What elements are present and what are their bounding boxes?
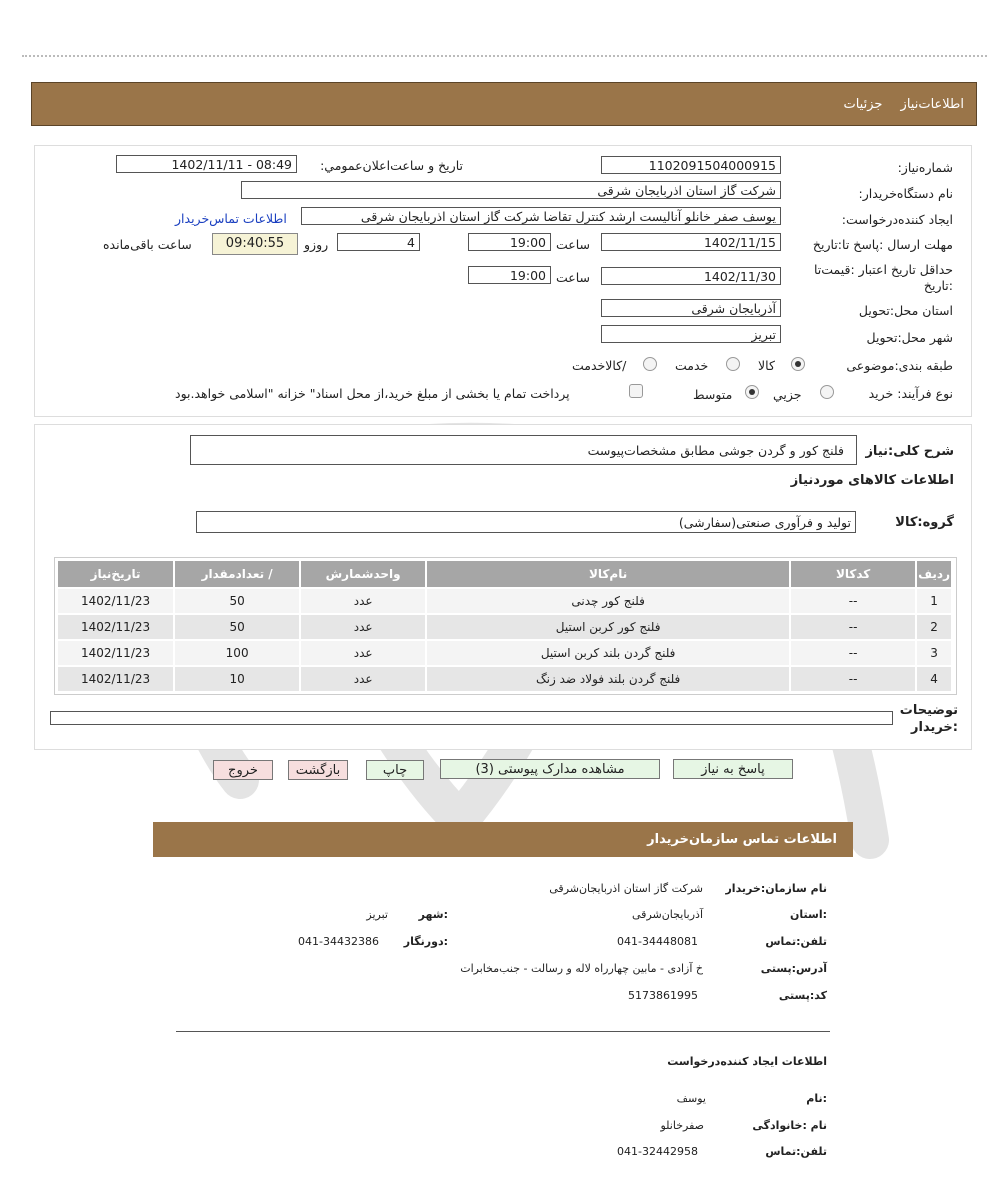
- contact-fax-label: :دورنگار: [403, 935, 448, 948]
- category-label: طبقه بندی:موضوعی: [846, 358, 953, 373]
- goods-group-label: گروه:کالا: [895, 515, 954, 530]
- buyer-contact-link[interactable]: اطلاعات تماس‌خریدار: [175, 211, 287, 226]
- goods-info-title: اطلاعات کالاهای مورد‌نیاز: [790, 473, 954, 488]
- contact-section-header: [153, 822, 853, 857]
- tab-need-info[interactable]: اطلاعات‌نیاز: [900, 97, 964, 112]
- deadline-date-field: 1402/11/15: [601, 233, 781, 251]
- need-number-label: شماره‌نیاز:: [897, 160, 953, 175]
- process-medium-label: متوسط: [693, 387, 733, 402]
- org-name-label: نام سازمان:خریدار: [725, 882, 827, 895]
- remaining-time-field: 09:40:55: [212, 233, 298, 255]
- need-number-field: 1102091504000915: [601, 156, 781, 174]
- category-goods-label: کالا: [758, 358, 775, 373]
- top-dotted-divider: [22, 55, 987, 57]
- contact-city-value: تبریز: [366, 908, 388, 921]
- view-attachments-button[interactable]: مشاهده مدارک پیوستی (3): [440, 759, 660, 779]
- creator-name-label: :نام: [806, 1092, 827, 1105]
- contact-address-label: آدرس:پستی: [760, 962, 827, 975]
- contact-postal-label: کد:پستی: [778, 989, 827, 1002]
- remaining-time-label: ساعت باقی‌مانده: [103, 237, 192, 252]
- announce-date-field: 1402/11/11 - 08:49: [116, 155, 297, 173]
- buyer-org-field: شرکت گاز استان اذربایجان شرقی: [241, 181, 781, 199]
- deadline-label: مهلت ارسال :پاسخ تا:تاریخ: [812, 237, 953, 252]
- buyer-notes-label-2: :خریدار: [911, 720, 958, 735]
- deadline-time-field: 19:00: [468, 233, 551, 251]
- print-button[interactable]: چاپ: [366, 760, 424, 780]
- table-row: 1 -- فلنج کور چدنی عدد 50 1402/11/23: [58, 589, 951, 613]
- remaining-days-field: 4: [337, 233, 420, 251]
- org-name-value: شرکت گاز استان اذربایجان‌شرقی: [549, 882, 703, 895]
- col-qty: / تعدادمقدار: [175, 561, 299, 587]
- buyer-notes-label: توضیحات: [899, 703, 958, 718]
- creator-name-value: یوسف: [676, 1092, 706, 1105]
- contact-phone-value: 041-34448081: [617, 935, 698, 948]
- reply-button[interactable]: پاسخ به نیاز: [673, 759, 793, 779]
- treasury-payment-note: پرداخت تمام یا بخشی از مبلغ خرید،از محل اسناد" خزانه "اسلامی خواهد.بود: [175, 386, 570, 401]
- category-service-label: خدمت: [675, 358, 709, 373]
- process-type-label: نوع فرآیند: خرید: [868, 386, 953, 401]
- announce-date-label: تاریخ و ساعت‌اعلان‌عمومي:: [320, 158, 463, 173]
- days-label: روزو: [304, 237, 329, 252]
- col-code: کدکالا: [791, 561, 915, 587]
- table-row: 2 -- فلنج کور کربن استیل عدد 50 1402/11/23: [58, 615, 951, 639]
- delivery-city-label: شهر محل:تحویل: [866, 330, 953, 345]
- creator-label: ایجاد کننده‌درخواست:: [841, 212, 953, 227]
- treasury-payment-checkbox[interactable]: [629, 384, 643, 398]
- goods-table: [56, 559, 953, 693]
- process-medium-radio[interactable]: [745, 385, 759, 399]
- creator-section-title: اطلاعات ایجاد کننده‌درخواست: [667, 1055, 827, 1068]
- validity-time-field: 19:00: [468, 266, 551, 284]
- category-service-radio[interactable]: [726, 357, 740, 371]
- table-row: 4 -- فلنج گردن بلند فولاد ضد زنگ عدد 10 1402/11/23: [58, 667, 951, 691]
- contact-fax-value: 041-34432386: [298, 935, 379, 948]
- creator-phone-label: تلفن:تماس: [765, 1145, 827, 1158]
- creator-family-label: نام :خانوادگی: [752, 1119, 827, 1132]
- tab-details[interactable]: جزئیات: [843, 97, 883, 112]
- delivery-province-field: آذربایجان شرقی: [601, 299, 781, 317]
- exit-button[interactable]: خروج: [213, 760, 273, 780]
- contact-address-value: خ آزادی - مابین چهارراه لاله و رسالت - جنب‌مخابرات: [460, 962, 703, 975]
- contact-section-title: اطلاعات تماس سازمان‌خریدار: [647, 832, 837, 847]
- buyer-notes-field: [50, 711, 893, 725]
- creator-field: یوسف صفر خانلو آنالیست ارشد کنترل تقاضا شرکت گاز استان اذربایجان شرقی: [301, 207, 781, 225]
- contact-city-label: :شهر: [418, 908, 448, 921]
- col-name: نام‌کالا: [427, 561, 789, 587]
- contact-phone-label: تلفن:تماس: [765, 935, 827, 948]
- creator-family-value: صفرخانلو: [660, 1119, 704, 1132]
- creator-phone-value: 041-32442958: [617, 1145, 698, 1158]
- validity-label: حداقل تاریخ اعتبار :قیمت‌تا: [813, 262, 953, 277]
- col-unit: واحدشمارش: [301, 561, 425, 587]
- back-button[interactable]: بازگشت: [288, 760, 348, 780]
- category-goods-service-label: /کالاخدمت: [572, 358, 627, 373]
- need-summary-field: فلنج کور و گردن جوشی مطابق مشخصات‌پیوست: [190, 435, 857, 465]
- goods-group-field: تولید و فرآوری صنعتی(سفارشی): [196, 511, 856, 533]
- process-partial-radio[interactable]: [820, 385, 834, 399]
- delivery-city-field: تبریز: [601, 325, 781, 343]
- contact-postal-value: 5173861995: [628, 989, 698, 1002]
- page-header: [31, 82, 977, 126]
- contact-province-label: :استان: [790, 908, 827, 921]
- category-goods-service-radio[interactable]: [643, 357, 657, 371]
- col-row: ردیف: [917, 561, 951, 587]
- need-summary-label: شرح کلی:نیاز: [865, 444, 954, 459]
- col-date: تاریخ‌نیاز: [58, 561, 173, 587]
- validity-date-field: 1402/11/30: [601, 267, 781, 285]
- validity-time-label: ساعت: [556, 270, 591, 285]
- contact-divider: [176, 1031, 830, 1032]
- process-partial-label: جزیي: [773, 387, 802, 402]
- category-goods-radio[interactable]: [791, 357, 805, 371]
- delivery-province-label: استان محل:تحویل: [858, 303, 953, 318]
- validity-label-2: :تاریخ: [923, 278, 953, 293]
- contact-province-value: آذربایجان‌شرقی: [632, 908, 703, 921]
- deadline-time-label: ساعت: [556, 237, 591, 252]
- buyer-org-label: نام دستگاه‌خریدار:: [858, 186, 953, 201]
- table-row: 3 -- فلنج گردن بلند کربن استیل عدد 100 1402/11/23: [58, 641, 951, 665]
